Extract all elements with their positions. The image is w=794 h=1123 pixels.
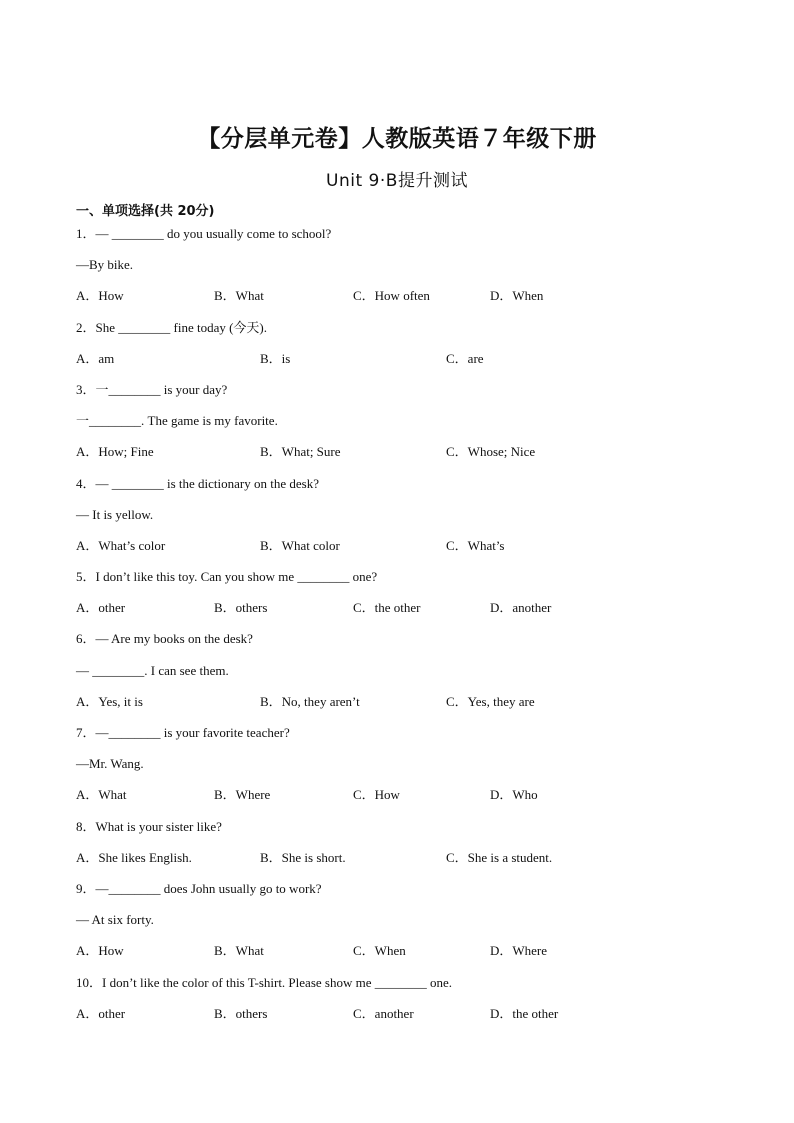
answer-options [76,848,716,879]
question-dialogue-line: — It is yellow. [76,506,154,522]
answer-option: C．are [446,350,484,366]
answer-option: C．When [353,943,406,959]
answer-option: B．She is short. [260,849,346,865]
answer-options [76,536,716,567]
answer-option: C．How [353,787,400,803]
answer-options [76,1004,716,1035]
answer-option: C．She is a student. [446,849,553,865]
question-item [76,629,716,723]
answer-option: C．Yes, they are [446,693,535,709]
answer-option: B．What; Sure [260,444,341,460]
question-dialogue-line: —Mr. Wang. [76,756,144,772]
question-stem: 3．一________ is your day? [76,381,228,397]
answer-option: A．How [76,288,124,304]
answer-option: A．What [76,787,127,803]
question-item [76,723,716,817]
answer-option: B．is [260,350,291,366]
question-item [76,474,716,568]
answer-options [76,349,716,380]
question-item [76,380,716,474]
answer-option: B．Where [214,787,271,803]
question-item [76,224,716,318]
question-dialogue-line: 一________. The game is my favorite. [76,413,278,429]
answer-option: B．others [214,600,268,616]
question-stem: 1．— ________ do you usually come to school? [76,226,332,241]
answer-options [76,598,716,629]
answer-option: C．another [353,1005,414,1021]
answer-options [76,785,716,816]
answer-option: D．Where [490,943,548,959]
answer-option: C．Whose; Nice [446,444,536,460]
answer-option: A．How; Fine [76,444,154,460]
answer-option: A．How [76,943,124,959]
question-stem: 9．—________ does John usually go to work? [76,880,322,896]
answer-option: D．another [490,600,552,616]
question-stem: 2．She ________ fine today (今天). [76,319,268,335]
answer-options [76,941,716,972]
answer-options [76,442,716,473]
answer-option: C．How often [353,288,430,304]
answer-option: D．When [490,288,544,304]
answer-option: D．Who [490,787,538,803]
page-title: 【分层单元卷】人教版英语７年级下册 [197,126,597,152]
question-stem: 5．I don’t like this toy. Can you show me ________ one? [76,569,378,585]
question-item [76,879,716,973]
question-dialogue-line: — ________. I can see them. [76,662,229,678]
question-item [76,567,716,629]
answer-option: A．other [76,1005,126,1021]
answer-option: B．No, they aren’t [260,693,360,709]
answer-options [76,692,716,723]
answer-options [76,286,716,317]
question-stem: 7．—________ is your favorite teacher? [76,725,290,740]
answer-option: A．other [76,600,126,616]
answer-option: A．What’s color [76,537,166,553]
answer-option: A．am [76,350,115,366]
answer-option: C．What’s [446,537,505,553]
answer-option: B．What color [260,537,340,553]
page-subtitle: Unit 9·B提升测试 [326,171,468,191]
answer-option: A．Yes, it is [76,693,143,709]
question-stem: 6．— Are my books on the desk? [76,631,253,647]
question-dialogue-line: — At six forty. [76,912,154,928]
question-item [76,817,716,879]
answer-option: D．the other [490,1005,559,1021]
answer-option: B．What [214,288,264,304]
section-heading: 一、单项选择(共 20分) [76,204,215,219]
answer-option: B．What [214,943,264,959]
question-stem: 8．What is your sister like? [76,818,222,834]
answer-option: A．She likes English. [76,849,192,865]
question-dialogue-line: —By bike. [76,257,134,273]
answer-option: C．the other [353,600,421,616]
question-stem: 10．I don’t like the color of this T-shirt. Please show me ________ one. [76,974,452,990]
question-item [76,973,716,1035]
answer-option: B．others [214,1005,268,1021]
question-stem: 4．— ________ is the dictionary on the desk? [76,475,319,491]
question-item [76,318,716,380]
question-list [76,224,716,1035]
